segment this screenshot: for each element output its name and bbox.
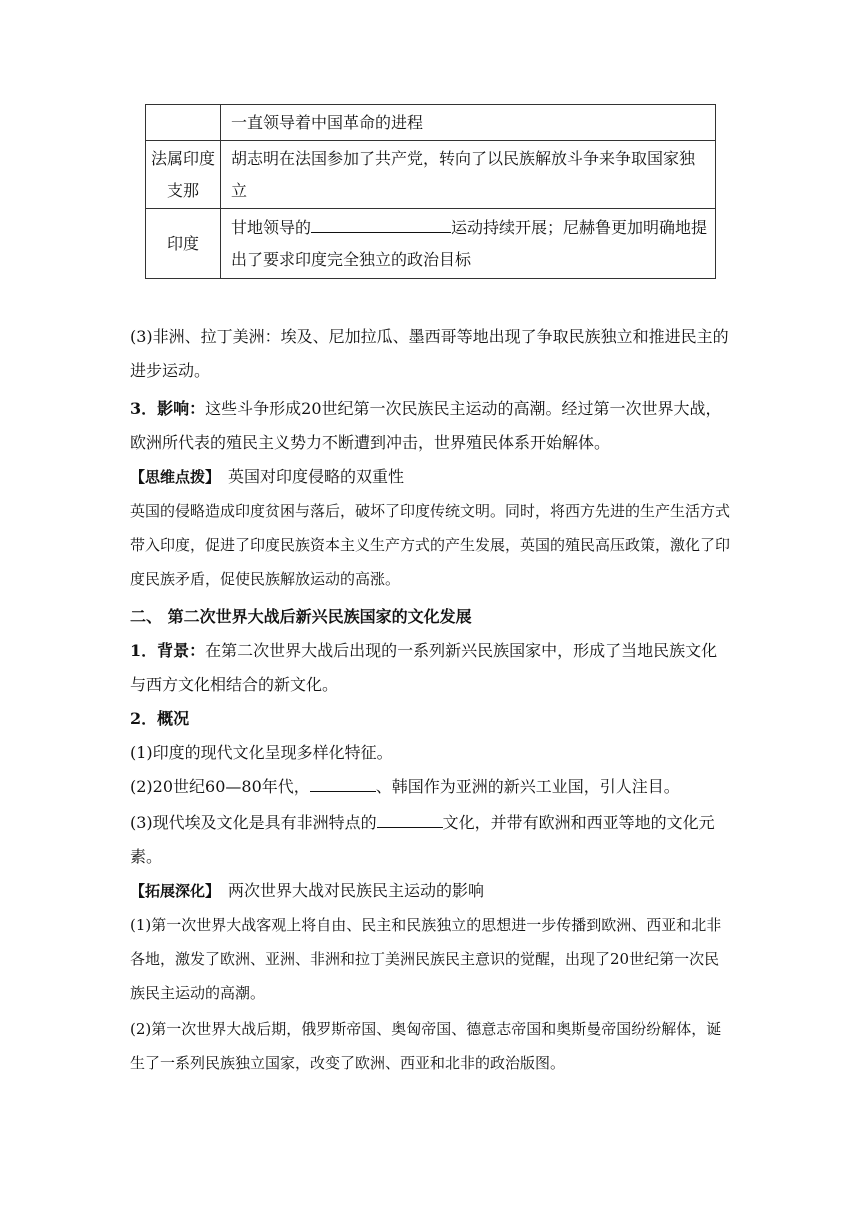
- text-before-blank: (2)20世纪60—80年代，: [130, 777, 310, 796]
- impact-text: 这些斗争形成20世纪第一次民族民主运动的高潮。经过第一次世界大战，欧洲所代表的殖民主义势力不断遭到冲击，世界殖民体系开始解体。: [130, 399, 722, 452]
- extension-tip-tag: 【拓展深化】: [130, 882, 221, 900]
- national-movement-table: [145, 104, 716, 279]
- paragraph-impact: [130, 392, 730, 460]
- section-2-title: 二、 第二次世界大战后新兴民族国家的文化发展: [130, 607, 472, 626]
- table-row: [146, 105, 716, 141]
- tip-heading: [130, 460, 730, 494]
- thinking-tip-tag: 【思维点拨】: [130, 468, 221, 486]
- tip-heading: [130, 874, 730, 908]
- impact-label: 3．影响：: [130, 399, 206, 418]
- background-label: 1．背景：: [130, 641, 206, 660]
- overview-item-2: [130, 770, 730, 804]
- overview-item-3: [130, 806, 730, 874]
- fill-in-blank[interactable]: [311, 214, 451, 233]
- fill-in-blank[interactable]: [310, 773, 376, 792]
- background-text: 在第二次世界大战后出现的一系列新兴民族国家中，形成了当地民族文化与西方文化相结合的新文化。: [130, 641, 718, 694]
- thinking-tip-title: 英国对印度侵略的双重性: [228, 467, 405, 486]
- text-before-blank: 甘地领导的: [231, 217, 312, 237]
- table-cell-text: 一直领导着中国革命的进程: [221, 105, 716, 141]
- table-row: [146, 141, 716, 209]
- fill-in-blank[interactable]: [377, 809, 443, 828]
- text-before-blank: (3)现代埃及文化是具有非洲特点的: [130, 813, 377, 832]
- extension-tip-title: 两次世界大战对民族民主运动的影响: [228, 881, 485, 900]
- table-cell-country: 印度: [146, 209, 221, 279]
- table-cell-text: 胡志明在法国参加了共产党，转向了以民族解放斗争来争取国家独立: [221, 141, 716, 209]
- text-after-blank: 、韩国作为亚洲的新兴工业国，引人注目。: [375, 777, 680, 796]
- paragraph-africa-latin-america: (3)非洲、拉丁美洲：埃及、尼加拉瓜、墨西哥等地出现了争取民族独立和推进民主的进步运动。: [130, 327, 729, 380]
- table-row: [146, 209, 716, 279]
- paragraph-background: [130, 634, 730, 702]
- extension-tip-paragraph-2: (2)第一次世界大战后期，俄罗斯帝国、奥匈帝国、德意志帝国和奥斯曼帝国纷纷解体，诞生了一系列民族独立国家，改变了欧洲、西亚和北非的政治版图。: [130, 1020, 722, 1072]
- table-cell-country: [146, 105, 221, 141]
- text-after-blank: 文化，并带有欧洲和西亚等地的文化元素。: [130, 813, 715, 866]
- table-cell-text: [221, 209, 716, 279]
- table-cell-country: 法属印度支那: [146, 141, 221, 209]
- overview-item-1: (1)印度的现代文化呈现多样化特征。: [130, 743, 393, 762]
- overview-heading: 2．概况: [130, 709, 190, 728]
- text-after-blank: 运动持续开展；尼赫鲁更加明确地提出了要求印度完全独立的政治目标: [231, 217, 708, 269]
- thinking-tip-text: 英国的侵略造成印度贫困与落后，破坏了印度传统文明。同时，将西方先进的生产生活方式带入印度，促进了印度民族资本主义生产方式的产生发展，英国的殖民高压政策，激化了印度民族矛盾，促使民族解放运动的高涨。: [130, 502, 731, 588]
- extension-tip-paragraph-1: (1)第一次世界大战客观上将自由、民主和民族独立的思想进一步传播到欧洲、西亚和北非各地，激发了欧洲、亚洲、非洲和拉丁美洲民族民主意识的觉醒，出现了20世纪第一次民族民主运动的高潮。: [130, 916, 722, 1002]
